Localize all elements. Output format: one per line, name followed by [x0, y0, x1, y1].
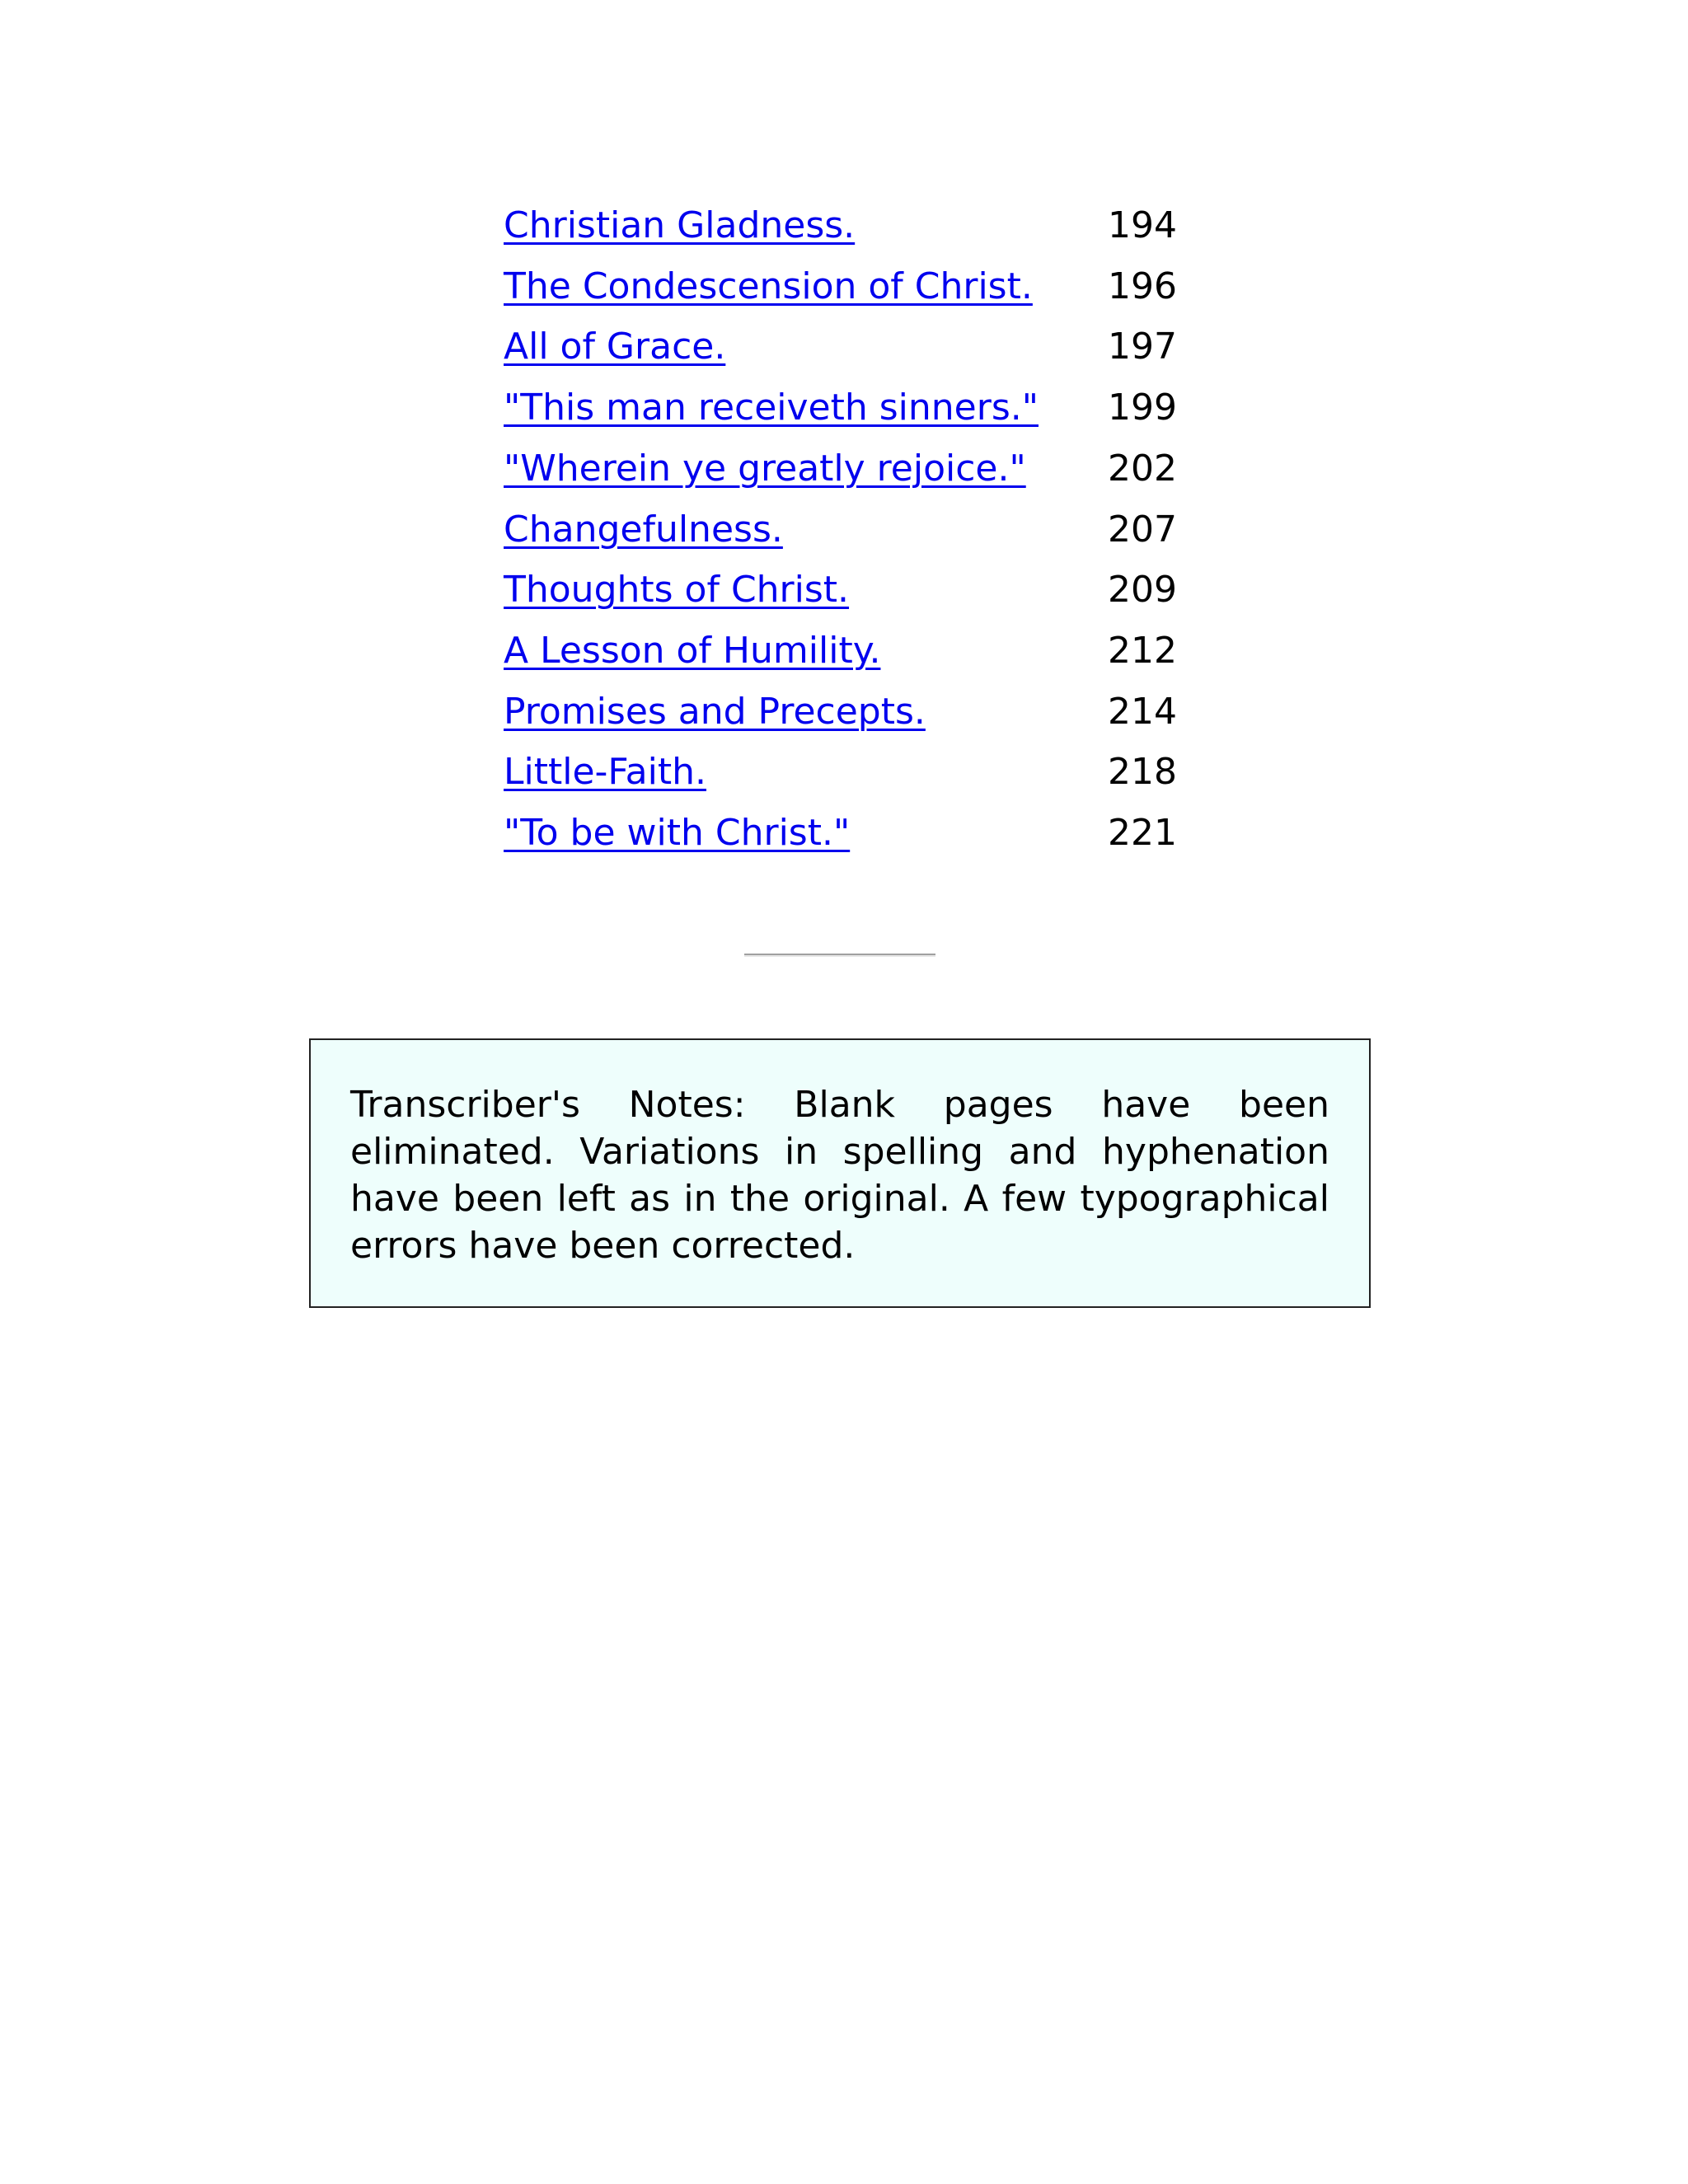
- toc-link-promises-and-precepts[interactable]: Promises and Precepts.: [504, 690, 926, 733]
- toc-title-cell: [504, 316, 1108, 377]
- toc-link-little-faith[interactable]: Little-Faith.: [504, 751, 706, 794]
- toc-link-to-be-with-christ[interactable]: "To be with Christ.": [504, 812, 851, 855]
- toc-page-number: 218: [1108, 751, 1177, 794]
- toc-page-number: 207: [1108, 508, 1177, 551]
- toc-row: [504, 621, 1229, 682]
- toc-row: [504, 682, 1229, 743]
- toc-link-all-of-grace[interactable]: All of Grace.: [504, 326, 726, 368]
- toc-page-number: 194: [1108, 204, 1177, 246]
- toc-page-number: 209: [1108, 569, 1177, 612]
- toc-row: [504, 377, 1229, 438]
- toc-title-cell: [504, 742, 1108, 803]
- transcriber-notes-box: [309, 1038, 1371, 1308]
- toc-page-number: 212: [1108, 629, 1177, 672]
- toc-link-this-man-receiveth-sinners[interactable]: "This man receiveth sinners.": [504, 387, 1039, 429]
- toc-link-wherein-ye-greatly-rejoice[interactable]: "Wherein ye greatly rejoice.": [504, 447, 1026, 490]
- toc-title-cell: [504, 682, 1108, 743]
- toc-row: [504, 499, 1229, 560]
- toc-title-cell: [504, 256, 1108, 317]
- toc-row: [504, 256, 1229, 317]
- toc-title-cell: [504, 621, 1108, 682]
- toc-link-lesson-of-humility[interactable]: A Lesson of Humility.: [504, 629, 881, 672]
- toc-title-cell: [504, 560, 1108, 621]
- transcriber-notes-text: Transcriber's Notes: Blank pages have been eliminated. Variations in spelling and hyphenation have been left as in the original. A few typographical errors have been corrected.: [350, 1084, 1329, 1267]
- toc-link-thoughts-of-christ[interactable]: Thoughts of Christ.: [504, 569, 850, 612]
- toc-page-number: 214: [1108, 690, 1177, 733]
- toc-row: [504, 742, 1229, 803]
- toc-title-cell: [504, 499, 1108, 560]
- toc-page-number: 197: [1108, 326, 1177, 368]
- toc-link-changefulness[interactable]: Changefulness.: [504, 508, 783, 551]
- toc-title-cell: [504, 195, 1108, 256]
- toc-title-cell: [504, 438, 1108, 499]
- toc-page-number: 202: [1108, 447, 1177, 490]
- toc-link-condescension-of-christ[interactable]: The Condescension of Christ.: [504, 265, 1033, 307]
- toc-row: [504, 195, 1229, 256]
- toc-row: [504, 803, 1229, 864]
- toc-row: [504, 316, 1229, 377]
- toc-row: [504, 560, 1229, 621]
- toc-title-cell: [504, 803, 1108, 864]
- toc-title-cell: [504, 377, 1108, 438]
- toc-page-number: 221: [1108, 812, 1177, 855]
- toc-page-number: 199: [1108, 387, 1177, 429]
- horizontal-divider: [744, 954, 935, 957]
- table-of-contents: [504, 195, 1229, 864]
- toc-link-christian-gladness[interactable]: Christian Gladness.: [504, 204, 856, 246]
- toc-page-number: 196: [1108, 265, 1177, 307]
- toc-row: [504, 438, 1229, 499]
